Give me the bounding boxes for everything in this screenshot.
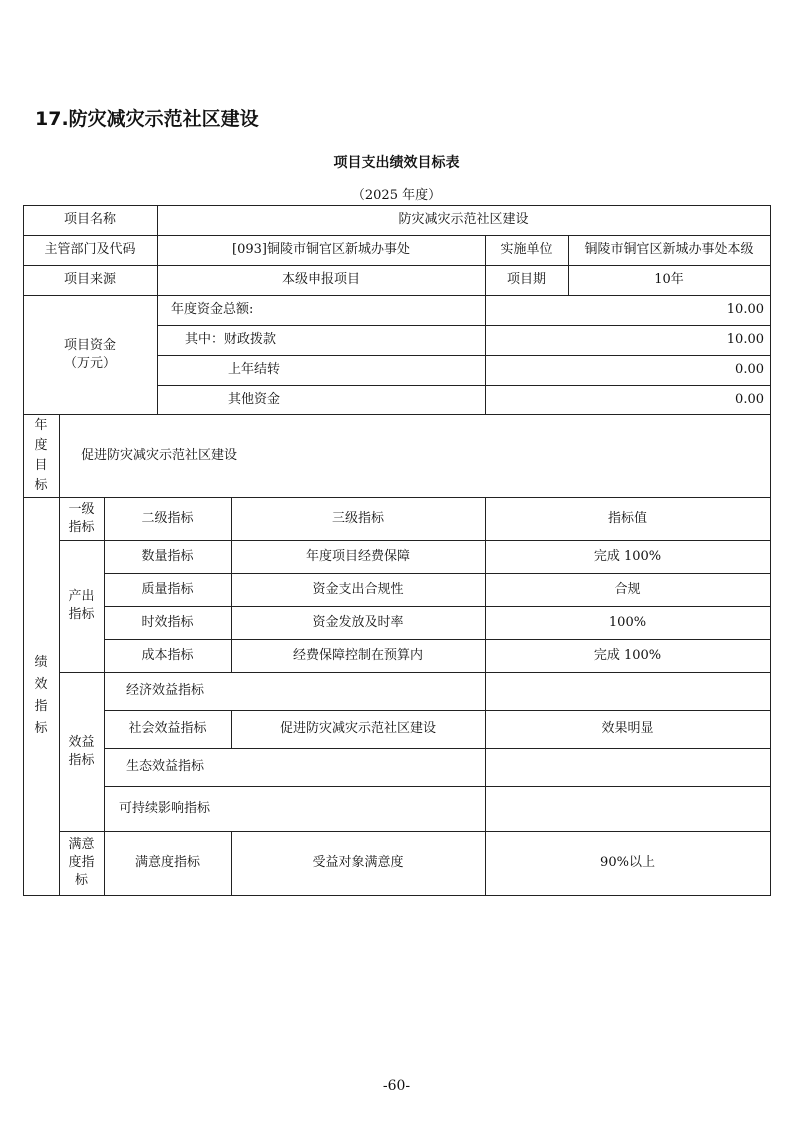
source-label: 项目来源 — [63, 272, 116, 287]
section-title: 17.防灾减灾示范社区建设 — [35, 108, 259, 130]
period-label: 项目期 — [506, 272, 546, 287]
source-value: 本级申报项目 — [281, 272, 360, 287]
benefit-l2: 可持续影响指标 — [119, 800, 211, 816]
benefit-value — [485, 786, 770, 831]
satisfaction-value: 90%以上 — [600, 855, 655, 870]
funds-carryover-label: 上年结转 — [228, 362, 281, 377]
impl-value: 铜陵市铜官区新城办事处本级 — [584, 242, 754, 257]
benefit-l2: 生态效益指标 — [126, 759, 205, 774]
output-l3: 经费保障控制在预算内 — [292, 647, 423, 663]
output-label: 产出 指标 — [68, 589, 95, 622]
benefit-l2: 社会效益指标 — [128, 721, 207, 736]
benefit-value: 效果明显 — [601, 721, 654, 736]
header-value: 指标值 — [607, 510, 647, 526]
header-level3: 三级指标 — [331, 510, 384, 526]
dept-label: 主管部门及代码 — [44, 242, 136, 257]
funds-total-label: 年度资金总额: — [171, 302, 254, 317]
funds-total-value: 10.00 — [726, 302, 764, 317]
output-l2: 质量指标 — [141, 581, 194, 597]
page-number: -60- — [382, 1078, 411, 1094]
satisfaction-l2: 满意度指标 — [134, 855, 200, 870]
satisfaction-l3: 受益对象满意度 — [312, 855, 404, 870]
output-l3: 年度项目经费保障 — [305, 548, 410, 564]
output-l2: 数量指标 — [141, 548, 194, 564]
benefit-l3: 促进防灾减灾示范社区建设 — [279, 721, 436, 736]
output-value: 合规 — [614, 581, 641, 597]
funds-other-label: 其他资金 — [228, 391, 281, 407]
annual-goal-value: 促进防灾减灾示范社区建设 — [81, 447, 238, 463]
project-name-value: 防灾减灾示范社区建设 — [398, 212, 529, 227]
year-note: （2025 年度） — [351, 188, 442, 203]
funds-other-value: 0.00 — [735, 391, 764, 407]
output-l3: 资金支出合规性 — [312, 581, 404, 597]
satisfaction-label: 满意 度指 标 — [68, 837, 95, 888]
funds-fiscal-value: 10.00 — [726, 332, 764, 347]
output-value: 完成 100% — [593, 548, 662, 564]
perf-label: 绩 效 指 标 — [34, 655, 48, 736]
funds-label: 项目资金 （万元） — [63, 337, 116, 371]
output-l2: 成本指标 — [141, 647, 194, 663]
annual-goal-label: 年 度 目 标 — [34, 417, 48, 493]
funds-fiscal-label: 其中：财政拨款 — [185, 332, 277, 347]
benefit-value — [485, 672, 770, 710]
impl-label: 实施单位 — [500, 242, 553, 257]
benefit-value — [485, 748, 770, 786]
table-title: 项目支出绩效目标表 — [333, 155, 460, 171]
project-name-label: 项目名称 — [63, 212, 116, 227]
output-value: 完成 100% — [593, 647, 662, 663]
dept-value: [093]铜陵市铜官区新城办事处 — [232, 242, 410, 257]
output-value: 100% — [608, 614, 647, 630]
header-level1: 一级 指标 — [68, 501, 95, 535]
benefit-label: 效益 指标 — [68, 734, 95, 768]
funds-carryover-value: 0.00 — [735, 362, 764, 377]
period-value: 10年 — [654, 272, 684, 287]
output-l2: 时效指标 — [141, 614, 194, 630]
benefit-l2: 经济效益指标 — [126, 683, 205, 698]
output-l3: 资金发放及时率 — [312, 614, 404, 630]
header-level2: 二级指标 — [141, 510, 194, 526]
